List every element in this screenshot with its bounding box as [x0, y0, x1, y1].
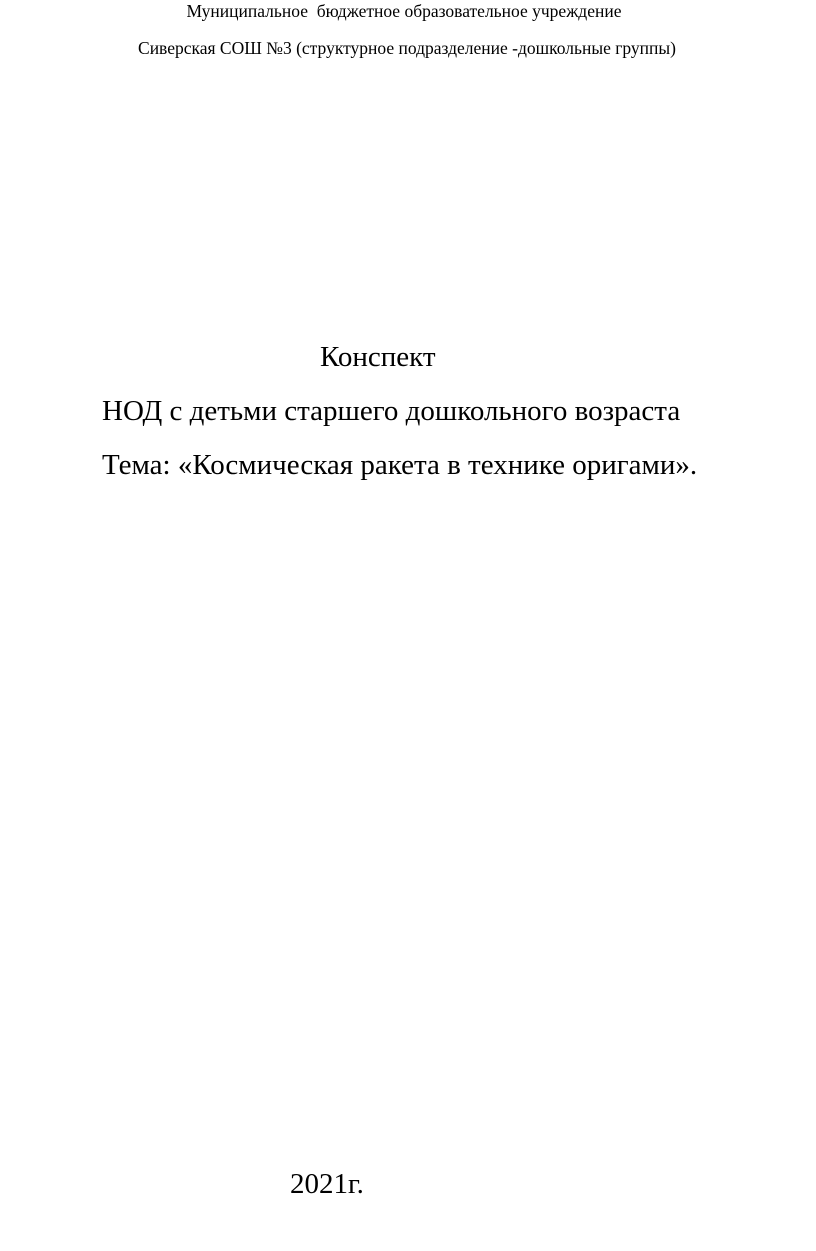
document-year: 2021г. — [290, 1168, 364, 1200]
document-topic: Тема: «Космическая ракета в технике оригами». — [102, 449, 698, 481]
school-name: Сиверская СОШ №3 (структурное подразделение -дошкольные группы) — [138, 38, 676, 58]
document-title: Конспект — [320, 341, 436, 373]
document-subtitle: НОД с детьми старшего дошкольного возраста — [102, 395, 681, 427]
institution-name: Муниципальное бюджетное образовательное учреждение — [186, 1, 622, 21]
